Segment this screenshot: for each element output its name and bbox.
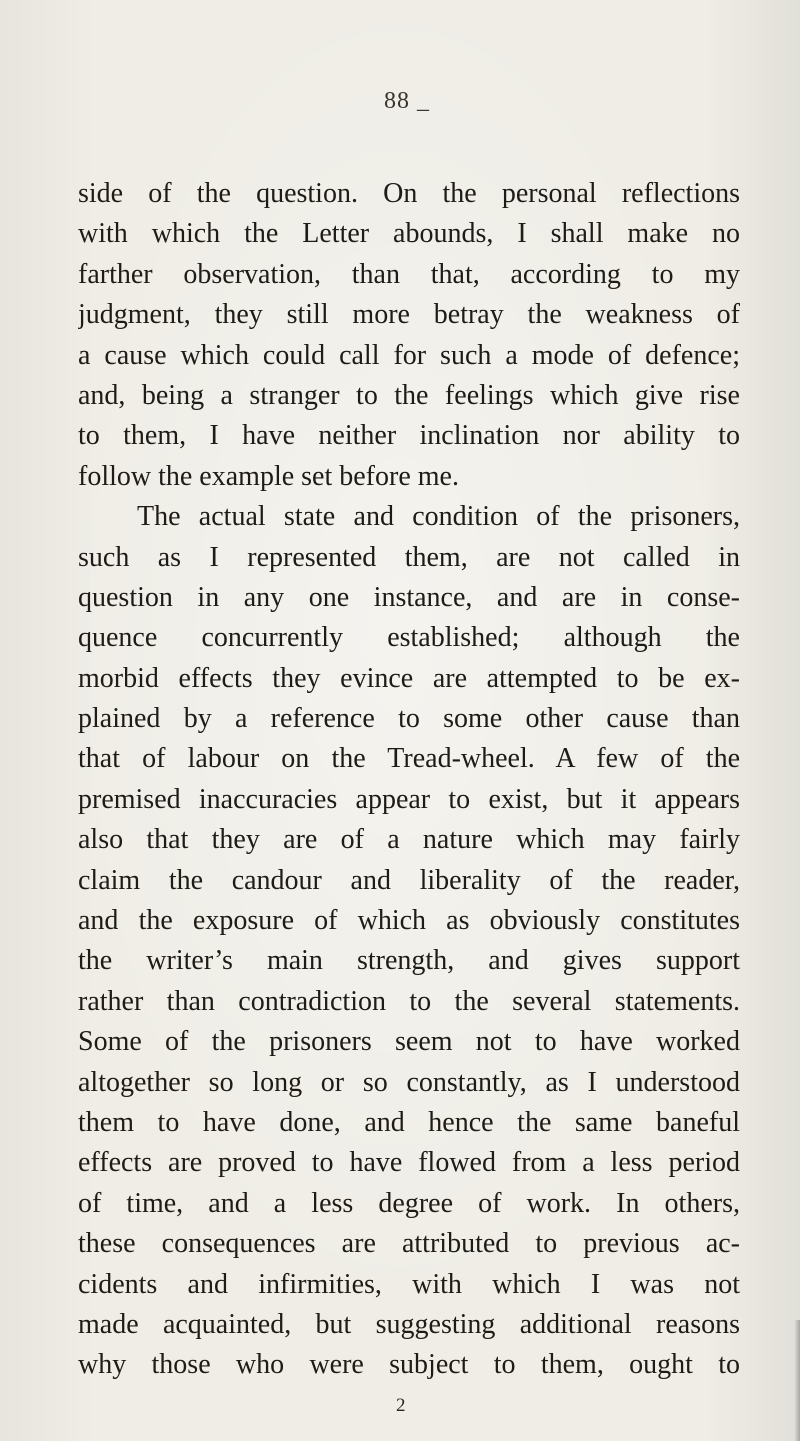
text-line: quence concurrently established; although the xyxy=(78,622,740,654)
text-line: cidents and infirmities, with which I was not xyxy=(78,1268,740,1300)
text-line: made acquainted, but suggesting additional reasons xyxy=(78,1308,740,1340)
page-edge-shadow xyxy=(794,1320,800,1441)
body-text xyxy=(78,174,740,1386)
text-line: and, being a stranger to the feelings which give rise xyxy=(78,379,740,411)
page-number: 88 _ xyxy=(384,88,430,114)
text-line: plained by a reference to some other cause than xyxy=(78,703,740,735)
text-line: premised inaccuracies appear to exist, but it appears xyxy=(78,783,740,815)
signature-mark: 2 xyxy=(396,1395,406,1416)
text-line: question in any one instance, and are in conse- xyxy=(78,581,740,613)
text-line: a cause which could call for such a mode of defence; xyxy=(78,339,740,371)
text-line: side of the question. On the personal reflections xyxy=(78,178,740,209)
text-line: such as I represented them, are not called in xyxy=(78,541,740,573)
text-line: The actual state and condition of the prisoners, xyxy=(137,501,740,533)
text-line: them to have done, and hence the same baneful xyxy=(78,1106,740,1138)
text-line: with which the Letter abounds, I shall make no xyxy=(78,218,740,250)
text-line: the writer’s main strength, and gives support xyxy=(78,945,740,977)
text-line: morbid effects they evince are attempted to be ex- xyxy=(78,662,740,694)
text-line: altogether so long or so constantly, as I understood xyxy=(78,1066,740,1098)
text-line: effects are proved to have flowed from a less period xyxy=(78,1147,740,1179)
text-line: and the exposure of which as obviously constitutes xyxy=(78,905,740,937)
text-line: judgment, they still more betray the weakness of xyxy=(78,299,740,331)
text-line: rather than contradiction to the several statements. xyxy=(78,985,740,1017)
text-line: claim the candour and liberality of the reader, xyxy=(78,864,740,896)
text-line: of time, and a less degree of work. In others, xyxy=(78,1187,740,1219)
text-line: also that they are of a nature which may fairly xyxy=(78,824,740,856)
text-line: to them, I have neither inclination nor ability to xyxy=(78,420,740,452)
text-line: follow the example set before me. xyxy=(78,460,459,492)
text-line: why those who were subject to them, ought to xyxy=(78,1349,740,1381)
text-line: these consequences are attributed to previous ac- xyxy=(78,1228,740,1260)
text-line: that of labour on the Tread-wheel. A few of the xyxy=(78,743,740,775)
text-line: Some of the prisoners seem not to have worked xyxy=(78,1026,740,1058)
text-line: farther observation, than that, according to my xyxy=(78,258,740,290)
